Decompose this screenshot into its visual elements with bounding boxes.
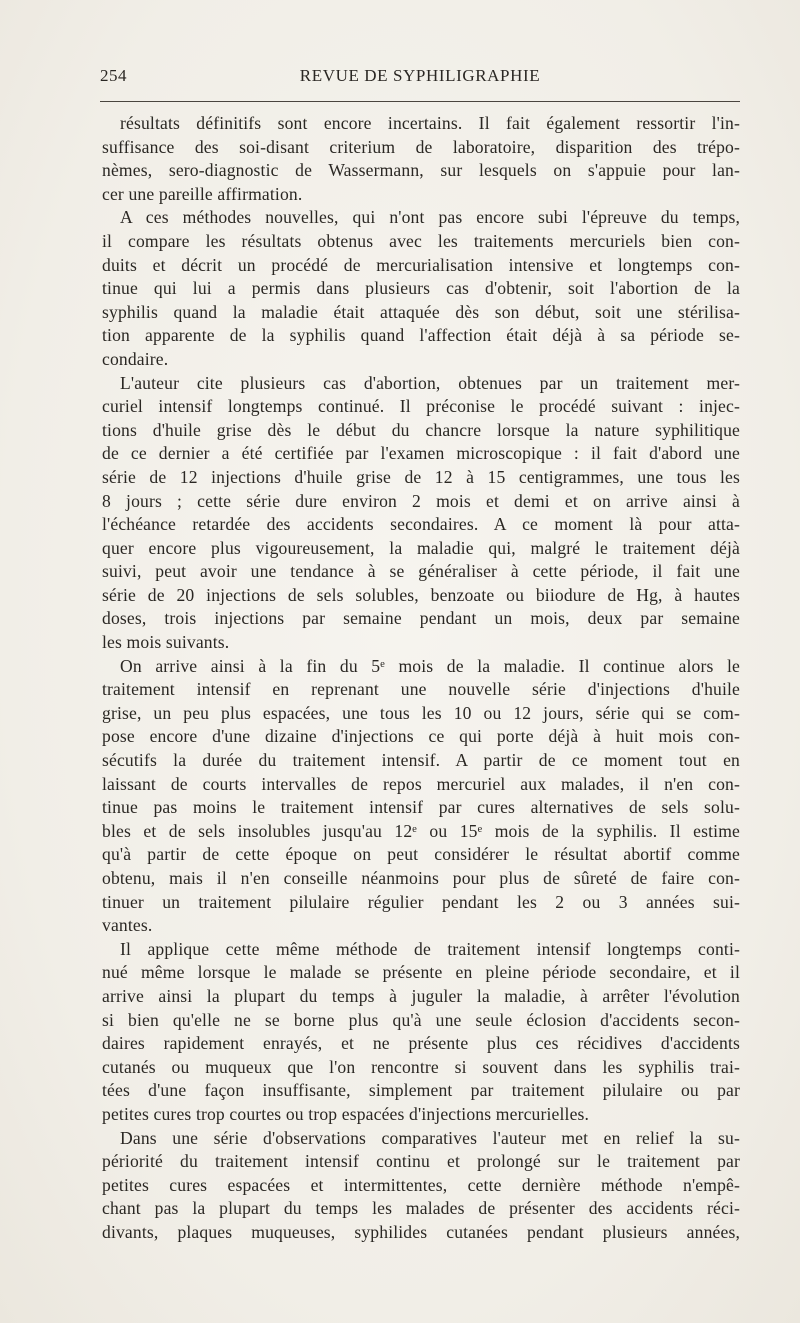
text-line: tinue qui lui a permis dans plusieurs cas d'obtenir, soit l'abortion de la: [102, 278, 740, 299]
text-line: suffisance des soi-disant criterium de laboratoire, disparition des trépo-: [102, 136, 740, 157]
text-line: qu'à partir de cette époque on peut considérer le résultat abortif comme: [102, 844, 740, 865]
text-line: petites cures espacées et intermittentes, cette dernière méthode n'empê-: [102, 1174, 740, 1195]
text-line: tions d'huile grise dès le début du chancre lorsque la nature syphilitique: [102, 419, 740, 440]
text-line: série de 20 injections de sels solubles, benzoate ou biiodure de Hg, à hautes: [102, 584, 740, 605]
text-line: obtenu, mais il n'en conseille néanmoins pour plus de sûreté de faire con-: [102, 868, 740, 888]
paragraph: [102, 655, 740, 938]
text-line: traitement intensif en reprenant une nouvelle série d'injections d'huile: [102, 679, 740, 700]
text-line: suivi, peut avoir une tendance à se généraliser à cette période, il fait une: [102, 561, 740, 582]
text-line: nué même lorsque le malade se présente en pleine période secondaire, et il: [102, 962, 740, 983]
text-line: vantes.: [102, 915, 153, 936]
text-line: périorité du traitement intensif continu et prolongé sur le traitement par: [102, 1151, 740, 1172]
text-line: quer encore plus vigoureusement, la maladie qui, malgré le traitement déjà: [102, 537, 740, 558]
text-line: syphilis quand la maladie était attaquée dès son début, soit une stérilisa-: [102, 301, 740, 322]
text-line: divants, plaques muqueuses, syphilides cutanées pendant plusieurs années,: [102, 1221, 740, 1242]
body-text: [102, 112, 740, 1245]
text-line: condaire.: [102, 348, 169, 369]
paragraph: [102, 112, 740, 206]
page-header: [100, 62, 740, 90]
text-line: il compare les résultats obtenus avec les traitements mercuriels bien con-: [102, 230, 740, 251]
text-line: bles et de sels insolubles jusqu'au 12ᵉ ou 15ᵉ mois de la syphilis. Il estime: [102, 820, 740, 841]
text-line: résultats définitifs sont encore incertains. Il fait également ressortir l'in-: [120, 113, 740, 133]
text-line: l'échéance retardée des accidents secondaires. A ce moment là pour atta-: [102, 514, 740, 535]
running-title: REVUE DE SYPHILIGRAPHIE: [299, 66, 541, 85]
text-line: chant pas la plupart du temps les malades de présenter des accidents réci-: [102, 1198, 740, 1219]
paragraph: [102, 206, 740, 371]
text-line: cutanés ou muqueux que l'on rencontre si souvent dans les syphilis trai-: [102, 1056, 740, 1077]
text-line: les mois suivants.: [102, 632, 230, 653]
text-line: tinue pas moins le traitement intensif par cures alternatives de sels solu-: [102, 797, 740, 818]
text-line: sécutifs la durée du traitement intensif. A partir de ce moment tout en: [102, 750, 740, 771]
text-line: duits et décrit un procédé de mercurialisation intensive et longtemps con-: [102, 254, 740, 275]
paragraph: [102, 1127, 740, 1245]
text-line: daires rapidement enrayés, et ne présente plus ces récidives d'accidents: [102, 1033, 740, 1054]
text-line: si bien qu'elle ne se borne plus qu'à une seule éclosion d'accidents secon-: [102, 1009, 740, 1030]
text-line: arrive ainsi la plupart du temps à juguler la maladie, à arrêter l'évolution: [102, 985, 740, 1006]
text-line: curiel intensif longtemps continué. Il préconise le procédé suivant : injec-: [102, 396, 740, 417]
paragraph: [102, 372, 740, 655]
text-line: pose encore d'une dizaine d'injections ce qui porte déjà à huit mois con-: [102, 726, 740, 747]
text-line: doses, trois injections par semaine pendant un mois, deux par semaine: [102, 608, 740, 629]
text-line: tées d'une façon insuffisante, simplement par traitement pilulaire ou par: [102, 1080, 740, 1101]
text-line: nèmes, sero-diagnostic de Wassermann, sur lesquels on s'appuie pour lan-: [102, 160, 740, 181]
header-rule: [100, 101, 740, 102]
paragraph: [102, 938, 740, 1127]
text-line: Il applique cette même méthode de traitement intensif longtemps conti-: [120, 938, 740, 959]
text-line: L'auteur cite plusieurs cas d'abortion, obtenues par un traitement mer-: [120, 372, 740, 393]
text-line: cer une pareille affirmation.: [102, 183, 303, 204]
text-line: A ces méthodes nouvelles, qui n'ont pas encore subi l'épreuve du temps,: [120, 207, 740, 228]
text-line: de ce dernier a été certifiée par l'examen microscopique : il fait d'abord une: [102, 443, 740, 464]
text-line: tinuer un traitement pilulaire régulier pendant les 2 ou 3 années sui-: [102, 891, 740, 912]
text-line: Dans une série d'observations comparatives l'auteur met en relief la su-: [120, 1127, 740, 1148]
text-line: petites cures trop courtes ou trop espacées d'injections mercurielles.: [102, 1103, 590, 1124]
text-line: tion apparente de la syphilis quand l'affection était déjà à sa période se-: [102, 325, 740, 346]
page-number: 254: [100, 66, 127, 85]
text-line: grise, un peu plus espacées, une tous les 10 ou 12 jours, série qui se com-: [102, 702, 740, 723]
text-line: On arrive ainsi à la fin du 5ᵉ mois de la maladie. Il continue alors le: [120, 655, 740, 676]
text-line: laissant de courts intervalles de repos mercuriel aux malades, il n'en con-: [102, 773, 740, 794]
text-line: 8 jours ; cette série dure environ 2 mois et demi et on arrive ainsi à: [102, 490, 740, 511]
text-line: série de 12 injections d'huile grise de 12 à 15 centigrammes, une tous les: [102, 466, 740, 487]
